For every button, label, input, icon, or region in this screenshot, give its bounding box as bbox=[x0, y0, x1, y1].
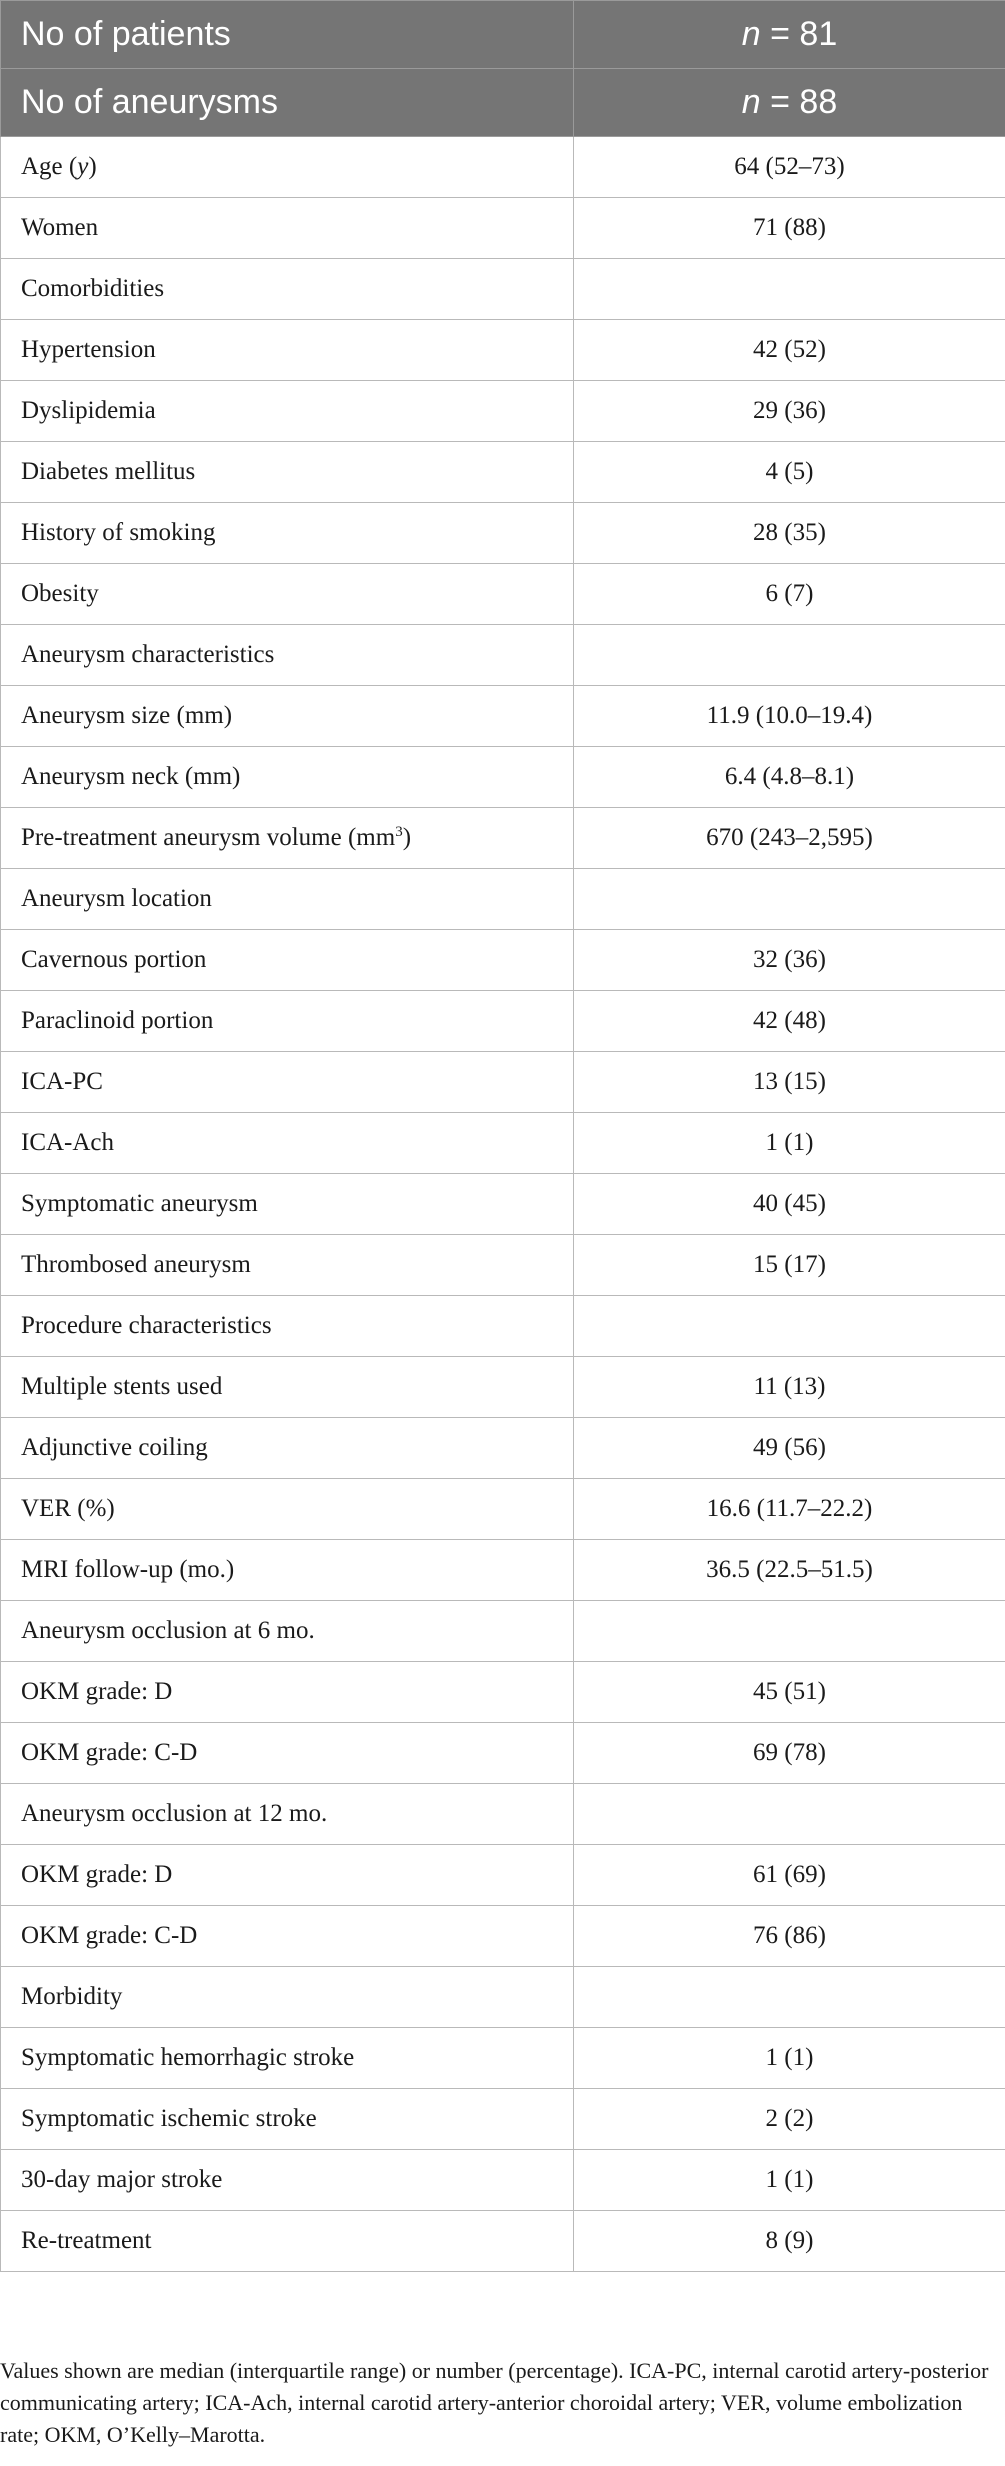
header-row-patients bbox=[1, 1, 1005, 69]
row-value: 42 (48) bbox=[574, 991, 1005, 1052]
table-row bbox=[1, 930, 1005, 991]
row-label: Multiple stents used bbox=[1, 1357, 574, 1418]
table-row bbox=[1, 1357, 1005, 1418]
row-value: 15 (17) bbox=[574, 1235, 1005, 1296]
row-value: 45 (51) bbox=[574, 1662, 1005, 1723]
table-row bbox=[1, 869, 1005, 930]
table-row bbox=[1, 1601, 1005, 1662]
row-label: Aneurysm size (mm) bbox=[1, 686, 574, 747]
table-row bbox=[1, 1723, 1005, 1784]
n-symbol: n bbox=[741, 15, 761, 53]
table-row bbox=[1, 625, 1005, 686]
row-label: OKM grade: C-D bbox=[1, 1906, 574, 1967]
row-value: 40 (45) bbox=[574, 1174, 1005, 1235]
row-label: Adjunctive coiling bbox=[1, 1418, 574, 1479]
table-row bbox=[1, 991, 1005, 1052]
row-label: Re-treatment bbox=[1, 2211, 574, 2272]
label-superscript: 3 bbox=[395, 824, 403, 840]
table-row bbox=[1, 747, 1005, 808]
table-row bbox=[1, 1113, 1005, 1174]
table-body bbox=[1, 1, 1005, 2272]
n-symbol: n bbox=[741, 83, 761, 121]
table-row bbox=[1, 1296, 1005, 1357]
table-footnote: Values shown are median (interquartile range) or number (percentage). ICA-PC, internal carotid artery-posterior communicating artery; ICA-Ach, internal carotid artery-anterior choroidal artery; VER, volume embolization rate; OKM, O’Kelly–Marotta. bbox=[0, 2358, 989, 2447]
row-value bbox=[574, 1296, 1005, 1357]
table-row-age bbox=[1, 137, 1005, 198]
row-value: 42 (52) bbox=[574, 320, 1005, 381]
table-row bbox=[1, 2150, 1005, 2211]
table-row bbox=[1, 1967, 1005, 2028]
row-label: OKM grade: D bbox=[1, 1845, 574, 1906]
table-row bbox=[1, 198, 1005, 259]
row-label: Women bbox=[1, 198, 574, 259]
header-label: No of patients bbox=[1, 1, 574, 69]
row-label: 30-day major stroke bbox=[1, 2150, 574, 2211]
row-value: 76 (86) bbox=[574, 1906, 1005, 1967]
header-value bbox=[574, 1, 1005, 69]
table-row bbox=[1, 503, 1005, 564]
row-value bbox=[574, 869, 1005, 930]
row-value: 11 (13) bbox=[574, 1357, 1005, 1418]
table-row bbox=[1, 564, 1005, 625]
label-text: Age ( bbox=[21, 153, 78, 180]
row-label: Diabetes mellitus bbox=[1, 442, 574, 503]
row-value: 1 (1) bbox=[574, 2150, 1005, 2211]
header-label: No of aneurysms bbox=[1, 69, 574, 137]
row-value: 69 (78) bbox=[574, 1723, 1005, 1784]
row-label: History of smoking bbox=[1, 503, 574, 564]
table-row bbox=[1, 442, 1005, 503]
row-label: Hypertension bbox=[1, 320, 574, 381]
row-value: 16.6 (11.7–22.2) bbox=[574, 1479, 1005, 1540]
row-label: Aneurysm occlusion at 12 mo. bbox=[1, 1784, 574, 1845]
table-row bbox=[1, 2211, 1005, 2272]
table-row bbox=[1, 381, 1005, 442]
row-value: 71 (88) bbox=[574, 198, 1005, 259]
row-value bbox=[574, 1784, 1005, 1845]
header-row-aneurysms bbox=[1, 69, 1005, 137]
row-value: 2 (2) bbox=[574, 2089, 1005, 2150]
row-value: 61 (69) bbox=[574, 1845, 1005, 1906]
row-value: 49 (56) bbox=[574, 1418, 1005, 1479]
table-row bbox=[1, 1479, 1005, 1540]
row-value: 670 (243–2,595) bbox=[574, 808, 1005, 869]
row-label: Morbidity bbox=[1, 1967, 574, 2028]
table-row bbox=[1, 320, 1005, 381]
row-label: Procedure characteristics bbox=[1, 1296, 574, 1357]
row-value: 6 (7) bbox=[574, 564, 1005, 625]
label-text: ) bbox=[88, 153, 97, 180]
table-row bbox=[1, 1418, 1005, 1479]
row-label: Thrombosed aneurysm bbox=[1, 1235, 574, 1296]
label-variable: y bbox=[77, 153, 89, 180]
row-value: 32 (36) bbox=[574, 930, 1005, 991]
row-value bbox=[574, 259, 1005, 320]
table-row bbox=[1, 1540, 1005, 1601]
table-row-volume bbox=[1, 808, 1005, 869]
row-label: Aneurysm occlusion at 6 mo. bbox=[1, 1601, 574, 1662]
header-value bbox=[574, 69, 1005, 137]
row-value: 64 (52–73) bbox=[574, 137, 1005, 198]
header-count: = 88 bbox=[760, 83, 838, 121]
row-label: Symptomatic aneurysm bbox=[1, 1174, 574, 1235]
row-label: Aneurysm location bbox=[1, 869, 574, 930]
row-label: OKM grade: D bbox=[1, 1662, 574, 1723]
table-row bbox=[1, 1662, 1005, 1723]
row-value: 13 (15) bbox=[574, 1052, 1005, 1113]
row-label bbox=[1, 808, 574, 869]
label-text: ) bbox=[402, 824, 412, 851]
row-value: 36.5 (22.5–51.5) bbox=[574, 1540, 1005, 1601]
table-row bbox=[1, 1845, 1005, 1906]
row-label: VER (%) bbox=[1, 1479, 574, 1540]
table-row bbox=[1, 1906, 1005, 1967]
row-value: 6.4 (4.8–8.1) bbox=[574, 747, 1005, 808]
table-row bbox=[1, 1052, 1005, 1113]
table-row bbox=[1, 2089, 1005, 2150]
row-label: Dyslipidemia bbox=[1, 381, 574, 442]
row-value: 4 (5) bbox=[574, 442, 1005, 503]
table-row bbox=[1, 686, 1005, 747]
row-label: Aneurysm neck (mm) bbox=[1, 747, 574, 808]
row-label: ICA-Ach bbox=[1, 1113, 574, 1174]
row-label: OKM grade: C-D bbox=[1, 1723, 574, 1784]
table-row bbox=[1, 1235, 1005, 1296]
row-label: Paraclinoid portion bbox=[1, 991, 574, 1052]
label-text: Pre-treatment aneurysm volume (mm bbox=[21, 824, 396, 851]
row-value: 8 (9) bbox=[574, 2211, 1005, 2272]
row-value bbox=[574, 1967, 1005, 2028]
row-value: 28 (35) bbox=[574, 503, 1005, 564]
row-label: Aneurysm characteristics bbox=[1, 625, 574, 686]
row-label: MRI follow-up (mo.) bbox=[1, 1540, 574, 1601]
row-label: Symptomatic ischemic stroke bbox=[1, 2089, 574, 2150]
row-label: Symptomatic hemorrhagic stroke bbox=[1, 2028, 574, 2089]
row-label: ICA-PC bbox=[1, 1052, 574, 1113]
header-count: = 81 bbox=[760, 15, 838, 53]
row-value: 1 (1) bbox=[574, 1113, 1005, 1174]
table-row bbox=[1, 2028, 1005, 2089]
row-label: Cavernous portion bbox=[1, 930, 574, 991]
row-label: Obesity bbox=[1, 564, 574, 625]
table-row bbox=[1, 259, 1005, 320]
row-value: 29 (36) bbox=[574, 381, 1005, 442]
table-row bbox=[1, 1784, 1005, 1845]
row-label bbox=[1, 137, 574, 198]
table-row bbox=[1, 1174, 1005, 1235]
row-label: Comorbidities bbox=[1, 259, 574, 320]
row-value: 1 (1) bbox=[574, 2028, 1005, 2089]
row-value: 11.9 (10.0–19.4) bbox=[574, 686, 1005, 747]
row-value bbox=[574, 625, 1005, 686]
row-value bbox=[574, 1601, 1005, 1662]
